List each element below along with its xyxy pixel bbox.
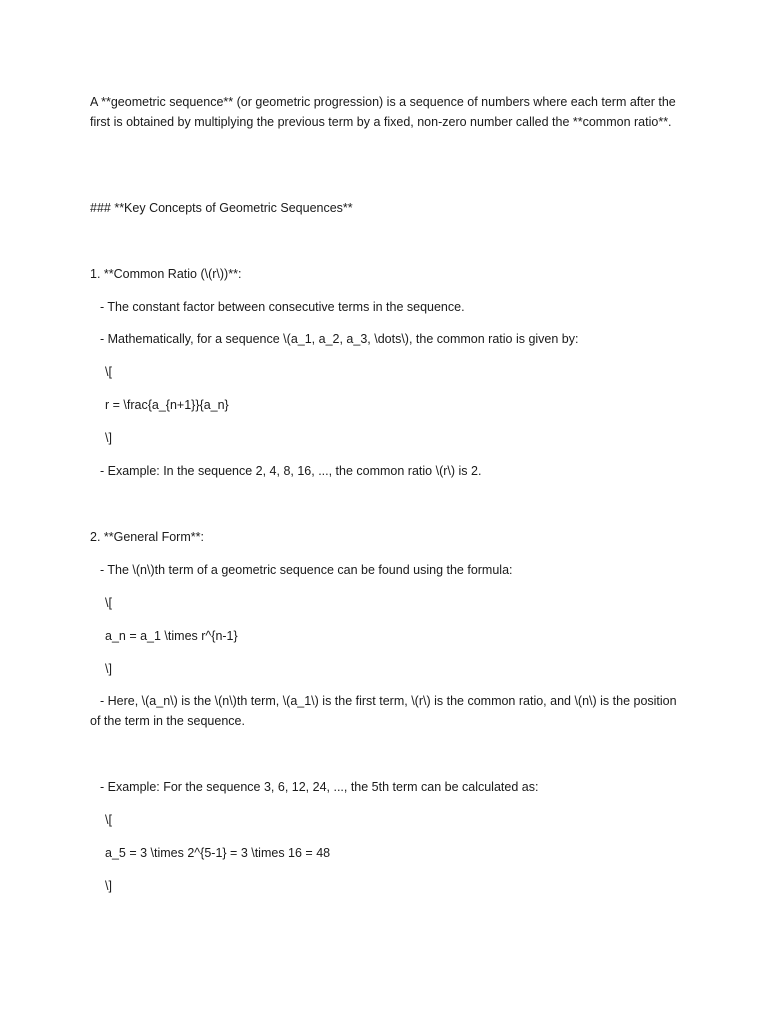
section2-title: 2. **General Form**: <box>90 530 204 544</box>
section1-title: 1. **Common Ratio (\(r\))**: <box>90 267 242 281</box>
section2-formula-2: a_5 = 3 \times 2^{5-1} = 3 \times 16 = 48 <box>105 846 331 860</box>
section1-bullet-definition: - The constant factor between consecutive terms in the sequence. <box>100 300 465 314</box>
section2-explanation: - Here, \(a_n\) is the \(n\)th term, \(a_1\) is the first term, \(r\) is the common ratio, and \(n\) is the position of the term in the sequence. <box>90 694 681 728</box>
section2-math-open: \[ <box>105 596 112 610</box>
section1-bullet-math: - Mathematically, for a sequence \(a_1, a_2, a_3, \dots\), the common ratio is given by: <box>100 332 579 346</box>
section1-example: - Example: In the sequence 2, 4, 8, 16, ..., the common ratio \(r\) is 2. <box>100 464 482 478</box>
intro-paragraph: A **geometric sequence** (or geometric progression) is a sequence of numbers where each term after the first is obtained by multiplying the previous term by a fixed, non-zero number called the **common ratio**. <box>90 95 680 129</box>
section2-math-open-2: \[ <box>105 813 112 827</box>
key-concepts-heading: ### **Key Concepts of Geometric Sequences** <box>90 201 353 215</box>
section2-math-close-2: \] <box>105 879 112 893</box>
section2-math-close: \] <box>105 662 112 676</box>
section1-math-open: \[ <box>105 365 112 379</box>
section1-math-close: \] <box>105 431 112 445</box>
section1-formula: r = \frac{a_{n+1}}{a_n} <box>105 398 229 412</box>
section2-formula: a_n = a_1 \times r^{n-1} <box>105 629 238 643</box>
section2-example: - Example: For the sequence 3, 6, 12, 24, ..., the 5th term can be calculated as: <box>100 780 539 794</box>
section2-bullet-formula: - The \(n\)th term of a geometric sequence can be found using the formula: <box>100 563 513 577</box>
